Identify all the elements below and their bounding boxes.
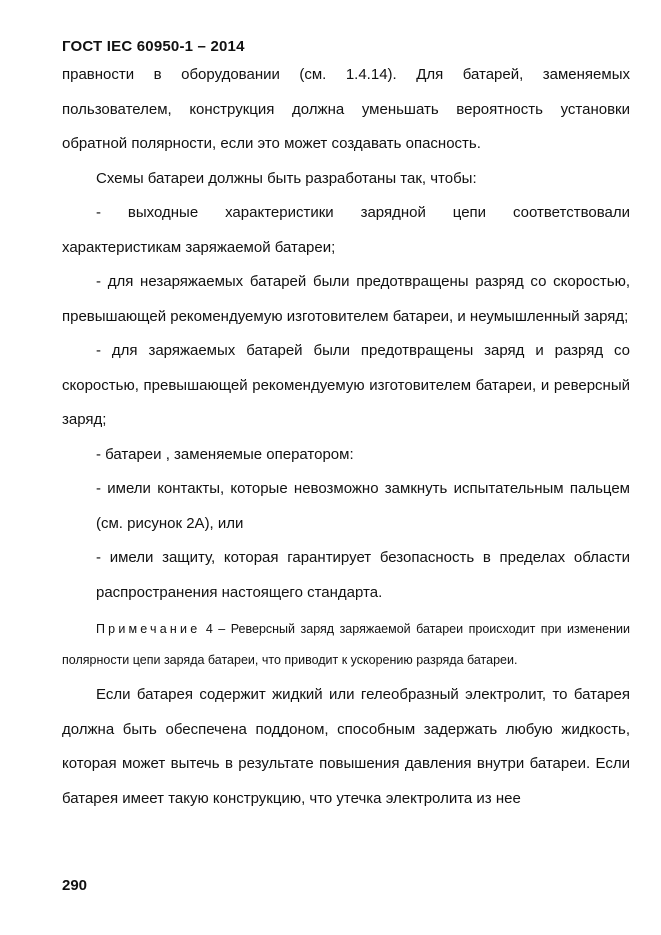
document-body bbox=[62, 58, 630, 816]
page-number: 290 bbox=[62, 877, 88, 894]
list-item-charging-output: - выходные характеристики зарядной цепи соответствовали характеристикам заряжаемой батареи; bbox=[62, 204, 630, 256]
note-label: Примечание bbox=[96, 622, 201, 636]
note-text: 4 – Реверсный заряд заряжаемой батареи происходит при изменении полярности цепи заряда батареи, что приводит к ускорению разряда батареи. bbox=[62, 622, 630, 667]
list-item-operator-replaceable: - батареи , заменяемые оператором: bbox=[96, 445, 354, 463]
note-paragraph bbox=[62, 614, 630, 676]
paragraph-electrolite: Если батарея содержит жидкий или гелеобразный электролит, то батарея должна быть обеспечена поддоном, способным задержать любую жидкость, которая может вытечь в результате повышения давления внутри батареи. Если батарея имеет такую конструкцию, что утечка электролита из нее bbox=[62, 686, 630, 807]
document-header: ГОСТ IEC 60950-1 – 2014 bbox=[62, 38, 245, 55]
list-item-non-rechargeable: - для незаряжаемых батарей были предотвращены разряд со скоростью, превышающей рекомендуемую изготовителем батареи, и неумышленный заряд; bbox=[62, 273, 630, 325]
nested-item-protection: - имели защиту, которая гарантирует безопасность в пределах области распространения настоящего стандарта. bbox=[96, 549, 630, 601]
paragraph-continuation: правности в оборудовании (см. 1.4.14). Для батарей, заменяемых пользователем, конструкция должна уменьшать вероятность установки обратной полярности, если это может создавать опасность. bbox=[62, 66, 630, 152]
nested-item-contacts: - имели контакты, которые невозможно замкнуть испытательным пальцем (см. рисунок 2А), или bbox=[96, 480, 630, 532]
paragraph-battery-schemes: Схемы батареи должны быть разработаны так, чтобы: bbox=[96, 169, 477, 187]
list-item-rechargeable: - для заряжаемых батарей были предотвращены заряд и разряд со скоростью, превышающей рекомендуемую изготовителем батареи, и реверсный заряд; bbox=[62, 342, 630, 428]
